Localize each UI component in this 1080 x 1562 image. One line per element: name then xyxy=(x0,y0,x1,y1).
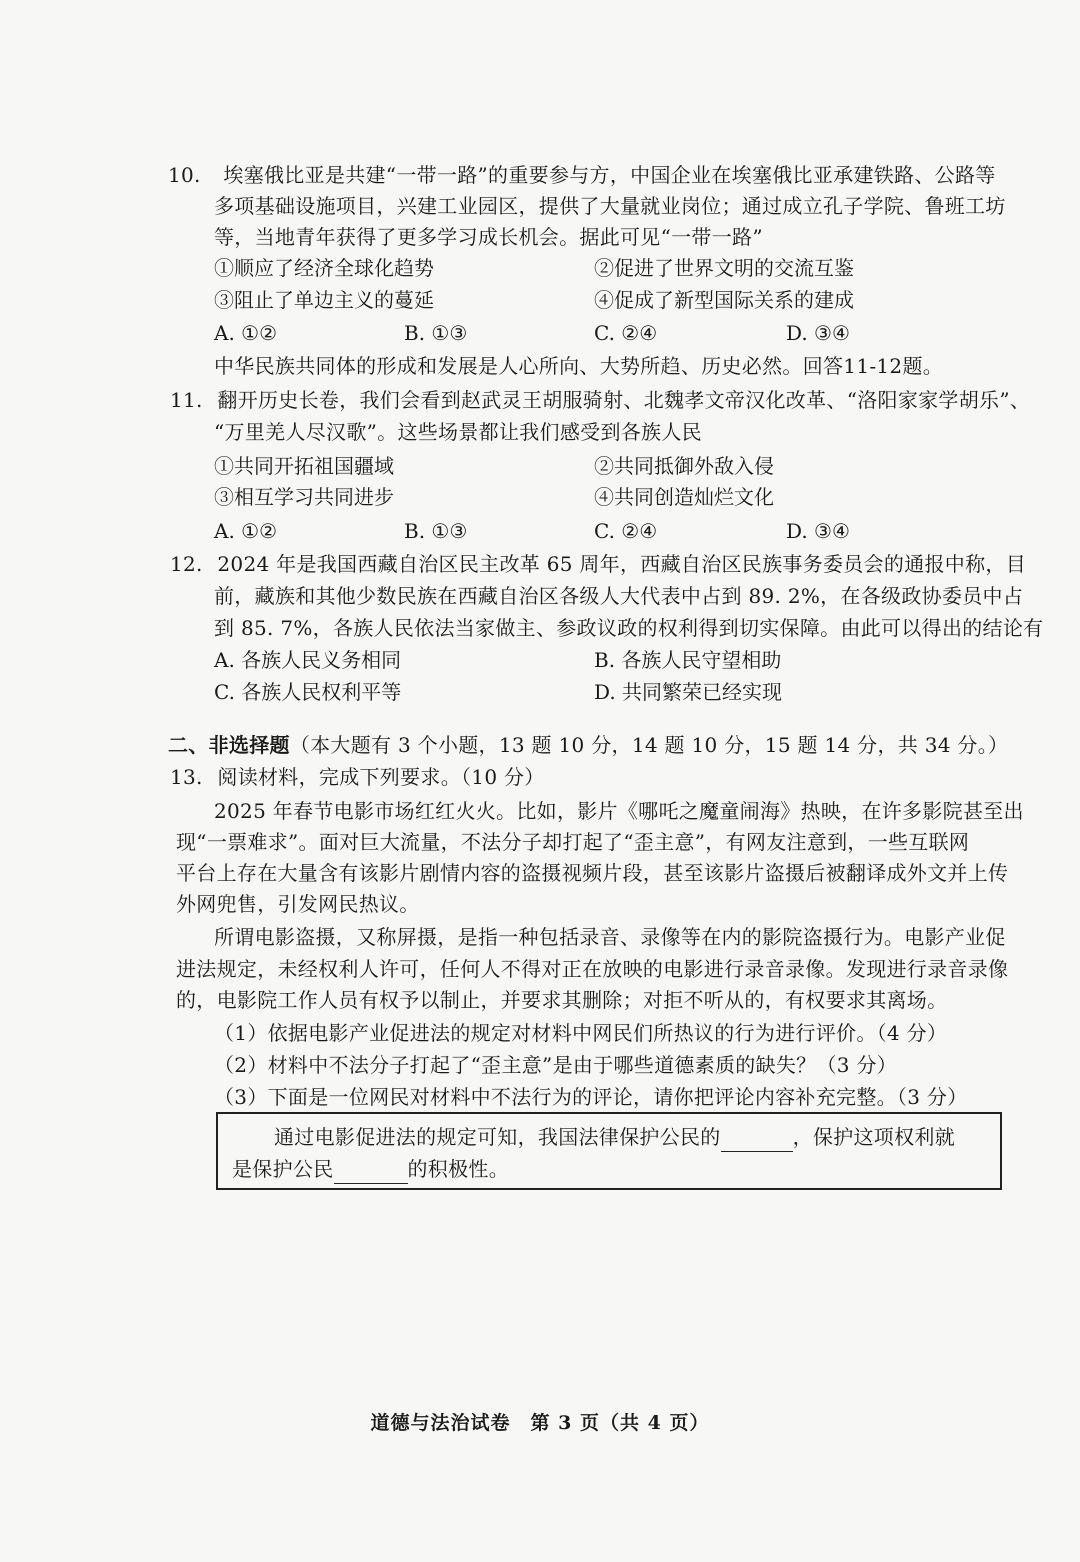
material-para-2-line-3: 的，电影院工作人员有权予以制止，并要求其删除；对拒不听从的，有权要求其离场。 xyxy=(176,988,948,1012)
fill-blank-1[interactable] xyxy=(721,1129,793,1152)
q12-option-d: D. 共同繁荣已经实现 xyxy=(594,680,783,704)
question-10-line-1 xyxy=(168,160,996,190)
sub-question-3: （3）下面是一位网民对材料中不法行为的评论，请你把评论内容补充完整。（3 分） xyxy=(214,1085,968,1109)
q11-option-c: C. ②④ xyxy=(594,519,658,543)
question-11-line-1 xyxy=(170,385,1030,415)
material-para-1-line-2: 现“一票难求”。面对巨大流量，不法分子却打起了“歪主意”，有网友注意到，一些互联网 xyxy=(176,830,970,854)
fill-blank-2[interactable] xyxy=(334,1161,408,1184)
sub-question-2: （2）材料中不法分子打起了“歪主意”是由于哪些道德素质的缺失？（3 分） xyxy=(214,1053,898,1077)
q10-item-4: ④促成了新型国际关系的建成 xyxy=(594,288,854,312)
question-number: 13. xyxy=(170,765,203,789)
q10-item-1: ①顺应了经济全球化趋势 xyxy=(214,256,434,280)
question-stem: 翻开历史长卷，我们会看到赵武灵王胡服骑射、北魏孝文帝汉化改革、“洛阳家家学胡乐”、 xyxy=(217,388,1031,412)
q11-option-b: B. ①③ xyxy=(404,519,468,543)
q10-option-d: D. ③④ xyxy=(786,321,850,345)
question-number: 11. xyxy=(170,388,203,412)
q11-item-3: ③相互学习共同进步 xyxy=(214,485,394,509)
material-para-2-line-2: 进法规定，未经权利人许可，任何人不得对正在放映的电影进行录音录像。发现进行录音录像 xyxy=(176,957,1009,981)
answer-box-text: 通过电影促进法的规定可知，我国法律保护公民的 xyxy=(274,1125,721,1149)
q11-option-d: D. ③④ xyxy=(786,519,850,543)
group-intro-11-12: 中华民族共同体的形成和发展是人心所向、大势所趋、历史必然。回答11-12题。 xyxy=(214,354,944,378)
section-2-heading xyxy=(168,730,1008,760)
q11-item-4: ④共同创造灿烂文化 xyxy=(594,485,774,509)
q10-option-a: A. ①② xyxy=(214,321,278,345)
material-para-1-line-3: 平台上存在大量含有该影片剧情内容的盗摄视频片段，甚至该影片盗摄后被翻译成外文并上传 xyxy=(176,861,1009,885)
sub-question-1: （1）依据电影产业促进法的规定对材料中网民们所热议的行为进行评价。（4 分） xyxy=(214,1021,948,1045)
material-para-2-line-1: 所谓电影盗摄，又称屏摄，是指一种包括录音、录像等在内的影院盗摄行为。电影产业促 xyxy=(214,925,1006,949)
section-description: （本大题有 3 个小题，13 题 10 分，14 题 10 分，15 题 14 分，共 34 分。） xyxy=(289,733,1009,757)
question-13-heading xyxy=(170,762,545,792)
question-number: 10. xyxy=(168,163,201,187)
question-instruction: 阅读材料，完成下列要求。（10 分） xyxy=(217,765,545,789)
q11-item-2: ②共同抵御外敌入侵 xyxy=(594,454,774,478)
section-title: 二、非选择题 xyxy=(168,733,290,757)
question-12-line-3: 到 85. 7%，各族人民依法当家做主、参政议政的权利得到切实保障。由此可以得出的结论有 xyxy=(214,616,1044,640)
page-footer: 道德与法治试卷 第 3 页（共 4 页） xyxy=(370,1412,710,1434)
q10-item-2: ②促进了世界文明的交流互鉴 xyxy=(594,256,854,280)
question-12-line-1 xyxy=(170,549,1026,579)
question-number: 12. xyxy=(170,552,203,576)
q10-option-c: C. ②④ xyxy=(594,321,658,345)
question-10-line-2: 多项基础设施项目，兴建工业园区，提供了大量就业岗位；通过成立孔子学院、鲁班工坊 xyxy=(214,194,1006,218)
answer-box-text: ，保护这项权利就 xyxy=(792,1125,956,1149)
answer-box-text: 是保护公民 xyxy=(232,1157,334,1181)
q11-item-1: ①共同开拓祖国疆域 xyxy=(214,454,394,478)
answer-box-line-2 xyxy=(232,1154,509,1184)
q12-option-c: C. 各族人民权利平等 xyxy=(214,680,402,704)
answer-box-line-1 xyxy=(274,1122,955,1152)
q10-item-3: ③阻止了单边主义的蔓延 xyxy=(214,288,434,312)
answer-box-text: 的积极性。 xyxy=(407,1157,509,1181)
question-12-line-2: 前，藏族和其他少数民族在西藏自治区各级人大代表中占到 89. 2%，在各级政协委员中占 xyxy=(214,584,1024,608)
question-10-line-3: 等，当地青年获得了更多学习成长机会。据此可见“一带一路” xyxy=(214,225,763,249)
q10-option-b: B. ①③ xyxy=(404,321,468,345)
q12-option-b: B. 各族人民守望相助 xyxy=(594,648,782,672)
question-11-line-2: “万里羌人尽汉歌”。这些场景都让我们感受到各族人民 xyxy=(214,420,702,444)
q11-option-a: A. ①② xyxy=(214,519,278,543)
question-stem: 埃塞俄比亚是共建“一带一路”的重要参与方，中国企业在埃塞俄比亚承建铁路、公路等 xyxy=(223,163,996,187)
material-para-1-line-4: 外网兜售，引发网民热议。 xyxy=(176,892,420,916)
question-stem: 2024 年是我国西藏自治区民主改革 65 周年，西藏自治区民族事务委员会的通报中称，目 xyxy=(217,552,1027,576)
material-para-1-line-1: 2025 年春节电影市场红红火火。比如，影片《哪吒之魔童闹海》热映，在许多影院甚至出 xyxy=(214,799,1024,823)
q12-option-a: A. 各族人民义务相同 xyxy=(214,648,402,672)
